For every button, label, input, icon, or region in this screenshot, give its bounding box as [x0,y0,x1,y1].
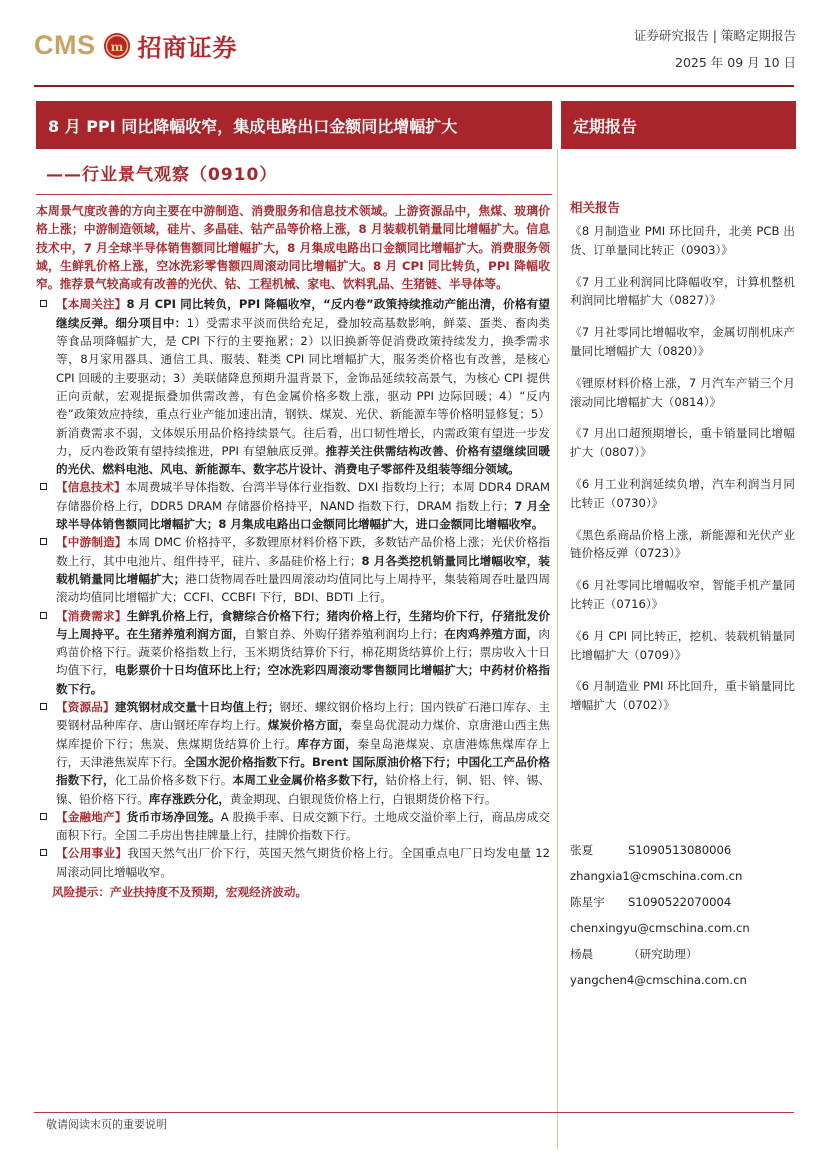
related-report-link[interactable]: 《6 月工业利润延续负增，汽车利润当月同比转正（0730）》 [570,476,795,510]
analyst-name: 张夏 [570,843,594,857]
bullet-bold-text: 8 月 CPI 同比转负，PPI 降幅收窄，“反内卷”政策持续推动产能出清，价格有望继续反弹。细分项目中： [56,297,550,330]
bullet-finance-realestate [36,808,550,845]
bullet-tag: 【公用事业】 [56,846,128,861]
footer-note: 敬请阅读末页的重要说明 [46,1118,167,1131]
related-report-link[interactable]: 《锂原材料价格上涨，7 月汽车产销三个月滚动同比增幅扩大（0814）》 [570,375,795,409]
analyst-email-row [570,866,750,886]
analyst-role: （研究助理） [628,947,698,961]
bullet-text: 钴价格上行，铜、铝、锌、锡、镍、铅价格下行。 [56,773,550,806]
bullet-bold-text: 库存涨跌分化， [148,791,230,806]
logo-emblem-icon [102,31,132,61]
bullet-weekly-focus [36,295,550,478]
bullet-resources [36,698,550,808]
bullet-text: 秦皇岛优混动力煤价、京唐港山西主焦煤库提价下行；焦炭、焦煤期货结算价上行。 [56,718,550,751]
bullet-bold-text: 建筑钢材成交量十日均值上行； [114,700,280,715]
bullet-text: 钢坯、螺纹钢价格均上行；国内铁矿石港口库存、主要钢材品种库存、唐山钢坯库存均上行。 [56,700,550,733]
bullet-midstream [36,533,550,606]
bullet-bold-text: 在肉鸡养殖方面， [444,626,539,641]
analyst-contacts [570,840,750,996]
bullet-consumption [36,607,550,698]
report-subtitle: ——行业景气观察（0910） [46,165,278,185]
checkbox-bullet-icon [40,703,47,710]
analyst-email[interactable]: yangchen4@cmschina.com.cn [570,973,747,987]
logo-chinese-name: 招商证券 [137,34,238,62]
bullet-tag: 【消费需求】 [56,608,127,623]
analyst-email-row [570,918,750,938]
bullet-text: 肉鸡苗价格下行。蔬菜价格指数上行，玉米期货结算价下行，棉花期货结算价上行；票房收入十日均值下行， [56,626,550,678]
bullet-info-tech [36,478,550,533]
analyst-email-row [570,970,750,990]
bullet-text: 秦皇岛港煤炭、京唐港炼焦煤库存上行，天津港焦炭库下行。 [56,736,550,769]
bullet-utilities [36,844,550,881]
analyst-row [570,944,750,964]
bullet-tag: 【金融地产】 [56,809,127,824]
related-report-link[interactable]: 《黑色系商品价格上涨，新能源和光伏产业链价格反弹（0723）》 [570,527,795,561]
related-report-link[interactable]: 《7 月工业利润同比降幅收窄，计算机整机利润同比增幅扩大（0827）》 [570,274,795,308]
subtitle-divider [36,194,552,195]
footer-divider [34,1112,794,1113]
logo-text: CMS [34,30,96,60]
company-logo [34,28,238,63]
analyst-row [570,840,750,860]
report-type-label: 定期报告 [573,116,638,136]
bullet-tag: 【本周关注】 [56,297,127,312]
checkbox-bullet-icon [40,849,47,856]
checkbox-bullet-icon [40,538,47,545]
bullet-bold-text: 生鲜乳价格上行，食糖综合价格下行；猪肉价格上行，生猪均价下行，仔猪批发价与上周持平。在生猪养殖利润方面， [56,608,550,641]
checkbox-bullet-icon [40,813,47,820]
report-date: 2025 年 09 月 10 日 [675,55,796,70]
bullet-text: 我国天然气出厂价下行，英国天然气期货价格上行。全国重点电厂日均发电量 12 周滚动同比增幅收窄。 [56,846,550,879]
bullet-tag: 【中游制造】 [56,535,127,550]
bullet-bold-text: 货币市场净回笼。 [126,809,221,824]
analyst-email[interactable]: chenxingyu@cmschina.com.cn [570,921,750,935]
bullet-tag: 【资源品】 [56,700,115,715]
bullet-text: 1）受需求平淡而供给充足，叠加较高基数影响，鲜菜、蛋类、畜肉类等食品项降幅扩大，是 CPI 下行的主要拖累；2）以旧换新等促消费政策持续发力，换季需求等，8月家用器具、通信工具、服装、鞋类 CPI 同比增幅扩大，服务类价格也有改善，是核心 CPI 回暖的主要驱动；3）美联储降息预期升温背景下，金饰品延续较高景气，为核心 CPI 提供正向贡献，宏观提振叠加供需改善，有色金属价格多数上涨，驱动 PPI 边际回暖；4）“反内卷”政策效应持续，重点行业产能加速出清，钢铁、煤炭、光伏、新能源车等价格明显修复；5）新消费需求不弱，文体娱乐用品价格持续景气。往后看，出口韧性增长，内需政策有望进一步发力，反内卷政策有望持续推进，PPI 有望触底反弹。 [56,315,550,458]
analyst-license: S1090513080006 [628,843,732,857]
bullet-bold-text: 推荐关注供需结构改善、价格有望继续回暖的光伏、燃料电池、风电、新能源车、数字芯片设计、消费电子零部件及组装等细分领域。 [56,443,550,477]
related-report-link[interactable]: 《7 月社零同比增幅收窄，金属切削机床产量同比增幅扩大（0820）》 [570,325,795,358]
bullet-bold-text: 电影票价十日均值环比上行；空冰洗彩四周滚动零售额同比增幅扩大；中药材价格指数下行。 [56,663,550,696]
risk-warning: 风险提示：产业扶持度不及预期，宏观经济波动。 [52,884,308,899]
bullet-text: 自繁自养、外购仔猪养殖利润均上行； [244,626,445,641]
analyst-license: S1090522070004 [628,895,732,909]
bullet-text: 黄金期现、白银现货价格上行，白银期货价格下行。 [229,791,497,806]
related-report-link[interactable]: 《6 月社零同比增幅收窄，智能手机产量同比转正（0716）》 [570,578,795,611]
analyst-email[interactable]: zhangxia1@cmschina.com.cn [570,869,743,883]
bullet-bold-text: 库存方面， [297,736,358,751]
analyst-name: 陈星宇 [570,895,605,909]
related-report-link[interactable]: 《7 月出口超预期增长，重卡销量同比增幅扩大（0807）》 [570,426,795,460]
bullet-bold-text: 8 月各类挖机销量同比增幅收窄，装载机销量同比增幅扩大； [56,553,550,586]
bullet-text: 港口货物周吞吐量四周滚动均值同比与上周持平，集装箱周吞吐量四周滚动均值同比增幅扩大；CCFI、CCBFI 下行，BDI、BDTI 上行。 [56,571,550,605]
bullet-text: 化工品价格多数下行。 [114,773,233,788]
report-category: 证券研究报告 | 策略定期报告 [633,28,796,43]
bullet-text: A 股换手率、日成交额下行。土地成交溢价率上行，商品房成交面积下行。全国二手房出售挂牌量上行，挂牌价指数下行。 [56,809,550,843]
related-report-link[interactable]: 《6 月制造业 PMI 环比回升，重卡销量同比增幅扩大（0702）》 [570,679,795,713]
report-type-bar [561,101,796,149]
summary-paragraph: 本周景气度改善的方向主要在中游制造、消费服务和信息技术领域。上游资源品中，焦煤、玻璃价格上涨；中游制造领域，硅片、多晶硅、钴产品等价格上涨，8 月装载机销量同比增幅扩大。信息技术中，7 月全球半导体销售额同比增幅扩大，8 月集成电路出口金额同比增幅扩大。消费服务领域，生鲜乳价格上涨，空冰洗彩零售额四周滚动同比增幅扩大。8 月 CPI 同比转负，PPI 降幅收窄。推荐景气较高或有改善的光伏、钴、工程机械、家电、饮料乳品、生猪链、半导体等。 [36,204,550,292]
related-reports-sidebar [570,198,795,728]
bullet-text: 本周费城半导体指数、台湾半导体行业指数、DXI 指数均上行；本周 DDR4 DRAM 存储器价格上行，DDR5 DRAM 存储器价格持平，NAND 指数下行，DRAM 指数上行； [56,480,550,513]
checkbox-bullet-icon [40,300,47,307]
bullet-bold-text: 本周工业金属价格多数下行， [232,773,386,788]
analyst-name: 杨晨 [570,947,594,961]
column-divider [557,149,558,1149]
report-title-bar [36,101,552,149]
related-report-link[interactable]: 《8 月制造业 PMI 环比回升，北美 PCB 出货、订单量同比转正（0903）》 [570,224,795,257]
analyst-row [570,892,750,912]
bullet-bold-text: 煤炭价格方面， [267,718,351,733]
bullet-bold-text: 全国水泥价格指数下行。Brent 国际原油价格下行；中国化工产品价格指数下行， [56,754,550,788]
bullet-text: 本周 DMC 价格持平，多数锂原材料价格下跌，多数钴产品价格上涨；光伏价格指数上行，其中电池片、组件持平，硅片、多晶硅价格上行； [56,535,550,568]
header-divider [34,85,794,87]
svg-text:m: m [110,39,123,54]
checkbox-bullet-icon [40,612,47,619]
checkbox-bullet-icon [40,483,47,490]
bullet-tag: 【信息技术】 [56,480,126,495]
bullet-bold-text: 7 月全球半导体销售额同比增幅扩大；8 月集成电路出口金额同比增幅扩大，进口金额同比增幅收窄。 [56,498,550,532]
header-meta [634,26,796,71]
related-report-link[interactable]: 《6 月 CPI 同比转正，挖机、装载机销量同比增幅扩大（0709）》 [570,628,795,662]
related-reports-heading: 相关报告 [570,200,621,215]
main-content [36,202,550,901]
report-title: 8 月 PPI 同比降幅收窄，集成电路出口金额同比增幅扩大 [48,116,458,136]
